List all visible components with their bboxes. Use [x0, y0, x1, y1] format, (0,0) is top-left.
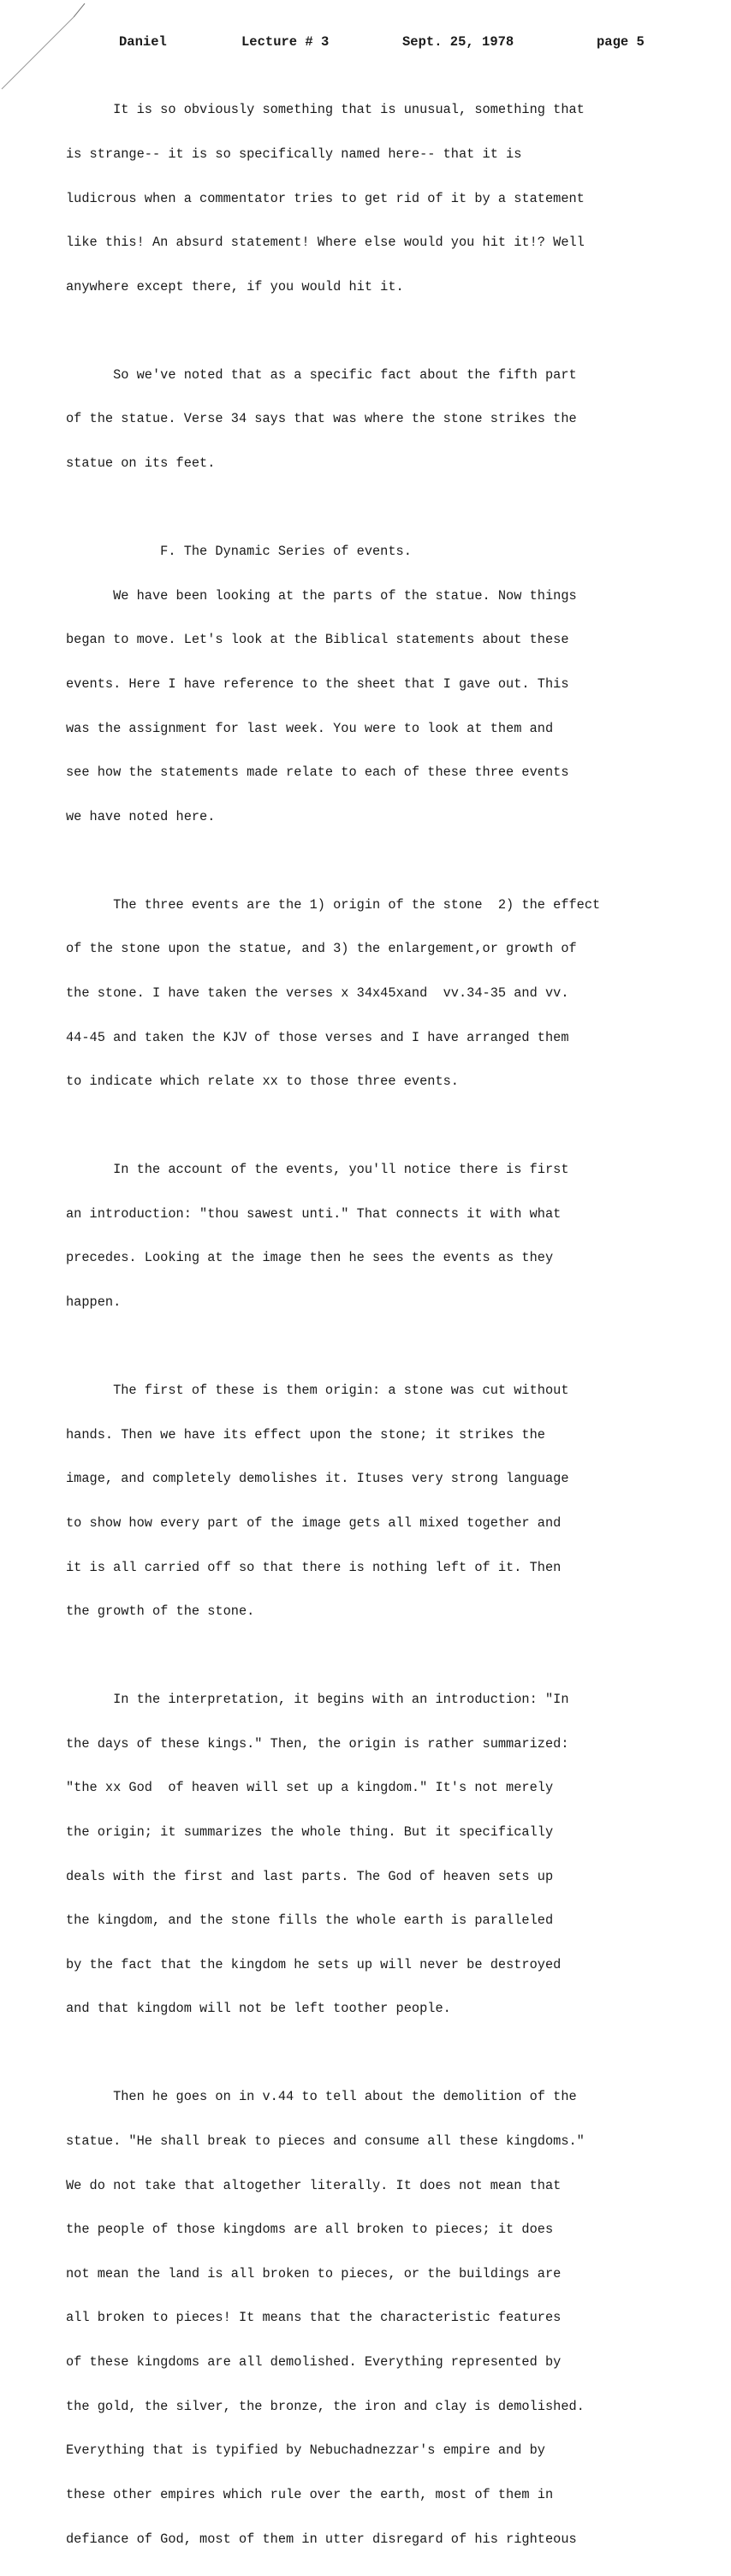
text-line: began to move. Let's look at the Biblical statements about these — [66, 632, 569, 648]
text-line: the kingdom, and the stone fills the whole earth is paralleled — [66, 1913, 554, 1929]
paragraph — [66, 2061, 665, 2576]
text-line: events. Here I have reference to the sheet that I gave out. This — [66, 675, 569, 692]
header-lecture: Lecture # 3 — [241, 34, 330, 50]
text-line: hands. Then we have its effect upon the stone; it strikes the — [66, 1426, 545, 1443]
text-line: these other empires which rule over the earth, most of them in — [66, 2486, 554, 2502]
text-line: an introduction: "thou sawest unti." That connects it with what — [66, 1205, 562, 1222]
text-line: It is so obviously something that is unusual, something that — [66, 102, 585, 118]
text-line: the gold, the silver, the bronze, the iron and clay is demolished. — [66, 2398, 585, 2414]
text-line: anywhere except there, if you would hit it. — [66, 278, 404, 294]
text-line: the origin; it summarizes the whole thing. But it specifically — [66, 1823, 554, 1840]
text-line: deals with the first and last parts. The God of heaven sets up — [66, 1868, 554, 1884]
text-line: the stone. I have taken the verses x 34x45xand vv.34-35 and vv. — [66, 985, 569, 1001]
text-line: In the account of the events, you'll notice there is first — [66, 1162, 569, 1178]
text-line: Everything that is typified by Nebuchadnezzar's empire and by — [66, 2442, 545, 2459]
header-date: Sept. 25, 1978 — [402, 34, 514, 50]
text-line: of the statue. Verse 34 says that was where the stone strikes the — [66, 411, 577, 427]
header-course: Daniel — [119, 34, 167, 50]
text-line: of the stone upon the statue, and 3) the enlargement,or growth of — [66, 941, 577, 957]
text-line: happen. — [66, 1294, 122, 1311]
text-line: we have noted here. — [66, 808, 216, 824]
text-line: ludicrous when a commentator tries to get rid of it by a statement — [66, 190, 585, 206]
text-line: The first of these is them origin: a stone was cut without — [66, 1383, 569, 1399]
text-line: the people of those kingdoms are all broken to pieces; it does — [66, 2222, 554, 2238]
text-line: statue. "He shall break to pieces and consume all these kingdoms." — [66, 2133, 585, 2150]
text-line: the growth of the stone. — [66, 1603, 255, 1620]
text-line: to show how every part of the image gets all mixed together and — [66, 1514, 562, 1531]
text-line: 44-45 and taken the KJV of those verses and I have arranged them — [66, 1029, 569, 1045]
text-line: it is all carried off so that there is nothing left of it. Then — [66, 1559, 562, 1575]
text-line: We do not take that altogether literally. It does not mean that — [66, 2177, 562, 2193]
paragraph — [66, 74, 665, 324]
text-line: statue on its feet. — [66, 455, 216, 472]
text-line: defiance of God, most of them in utter disregard of his righteous — [66, 2531, 577, 2547]
text-line: image, and completely demolishes it. Ituses very strong language — [66, 1471, 569, 1487]
text-line: not mean the land is all broken to pieces, or the buildings are — [66, 2265, 562, 2282]
text-line: was the assignment for last week. You were to look at them and — [66, 720, 554, 736]
text-line: to indicate which relate xx to those three events. — [66, 1074, 459, 1090]
text-line: see how the statements made relate to each of these three events — [66, 764, 569, 781]
lecture-transcript — [66, 74, 665, 2576]
text-line: the days of these kings." Then, the origin is rather summarized: — [66, 1735, 569, 1752]
text-line: precedes. Looking at the image then he sees the events as they — [66, 1250, 554, 1266]
paragraph — [66, 1663, 665, 2046]
text-line: like this! An absurd statement! Where else would you hit it!? Well — [66, 235, 585, 251]
paragraph — [66, 338, 665, 500]
text-line: "the xx God of heaven will set up a kingdom." It's not merely — [66, 1780, 554, 1796]
paragraph — [66, 1133, 665, 1340]
page-header — [0, 34, 731, 53]
text-line: all broken to pieces! It means that the characteristic features — [66, 2310, 562, 2326]
text-line: of these kingdoms are all demolished. Everything represented by — [66, 2354, 562, 2371]
section-heading: F. The Dynamic Series of events. — [66, 544, 412, 560]
paragraph — [66, 1354, 665, 1649]
text-line: In the interpretation, it begins with an introduction: "In — [66, 1692, 569, 1708]
paragraph — [66, 515, 665, 854]
text-line: So we've noted that as a specific fact about the fifth part — [66, 366, 577, 383]
paragraph — [66, 868, 665, 1118]
text-line: The three events are the 1) origin of the stone 2) the effect — [66, 896, 601, 913]
text-line: is strange-- it is so specifically named here-- that it is — [66, 146, 522, 163]
header-page-number: page 5 — [597, 34, 645, 50]
text-line: Then he goes on in v.44 to tell about the demolition of the — [66, 2089, 577, 2105]
text-line: and that kingdom will not be left toother people. — [66, 2001, 451, 2017]
text-line: by the fact that the kingdom he sets up will never be destroyed — [66, 1956, 562, 1972]
text-line: We have been looking at the parts of the statue. Now things — [66, 587, 577, 604]
